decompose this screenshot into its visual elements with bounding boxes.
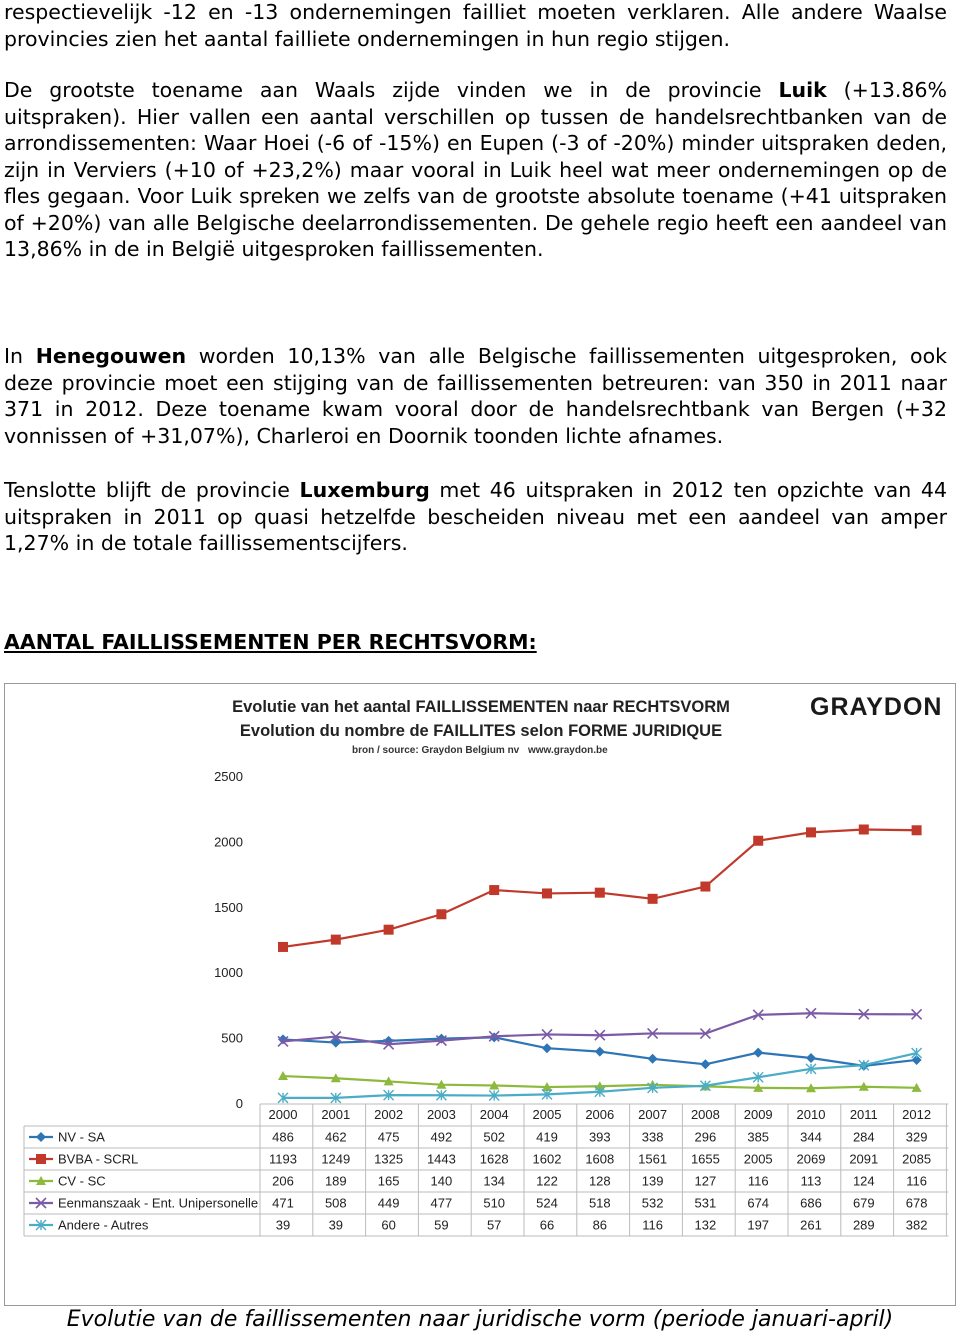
paragraph-luxemburg-lead: Tenslotte blijft de provincie — [4, 478, 300, 502]
data-label: 122 — [536, 1173, 558, 1189]
data-label: 486 — [272, 1129, 294, 1145]
paragraph-luik — [4, 77, 947, 263]
data-point — [806, 827, 816, 837]
data-point — [542, 888, 552, 898]
paragraph-henegouwen-lead: In — [4, 344, 36, 368]
data-point — [278, 942, 288, 952]
x-tick-label: 2008 — [690, 1107, 720, 1122]
chart-title: Evolutie van het aantal FAILLISSEMENTEN naar RECHTSVORM — [232, 698, 730, 716]
data-point — [542, 1043, 552, 1053]
data-label: 510 — [483, 1195, 506, 1211]
data-label: 128 — [588, 1173, 611, 1189]
data-label: 674 — [747, 1195, 770, 1211]
y-tick-label: 1500 — [214, 899, 243, 915]
data-label: 124 — [852, 1173, 875, 1189]
data-label: 502 — [483, 1129, 506, 1145]
data-label: 59 — [434, 1217, 449, 1233]
data-label: 475 — [377, 1129, 400, 1145]
data-label: 39 — [328, 1217, 344, 1233]
data-label: 471 — [272, 1195, 294, 1211]
data-table — [24, 1104, 948, 1236]
data-point — [700, 882, 710, 892]
data-label: 518 — [588, 1195, 611, 1211]
data-label: 289 — [852, 1217, 875, 1233]
chart-subtitle: Evolution du nombre de FAILLITES selon FORME JURIDIQUE — [239, 722, 723, 740]
data-label: 419 — [536, 1129, 558, 1145]
data-label: 338 — [641, 1129, 664, 1145]
data-point — [331, 935, 341, 945]
province-luik: Luik — [778, 78, 827, 102]
chart-source: bron / source: Graydon Belgium nv — [352, 745, 520, 756]
x-tick-label: 2007 — [638, 1107, 668, 1122]
data-label: 524 — [536, 1195, 558, 1211]
province-luxemburg: Luxemburg — [299, 478, 430, 502]
data-label: 1561 — [638, 1151, 668, 1167]
paragraph-luxemburg — [4, 477, 947, 557]
data-point — [700, 1059, 710, 1069]
data-label: 2069 — [796, 1151, 826, 1167]
data-label: 116 — [642, 1217, 663, 1233]
data-label: 679 — [852, 1195, 875, 1211]
data-label: 2005 — [743, 1151, 773, 1167]
data-label: 57 — [486, 1217, 502, 1233]
data-label: 678 — [905, 1195, 928, 1211]
data-label: 206 — [272, 1173, 294, 1189]
data-point — [753, 836, 763, 846]
chart-url: www.graydon.be — [528, 745, 608, 756]
data-label: 1608 — [585, 1151, 615, 1167]
province-henegouwen: Henegouwen — [35, 344, 187, 368]
y-tick-label: 2000 — [214, 834, 243, 850]
data-point — [36, 1154, 46, 1164]
paragraph-luik-body: (+13.86% uitspraken). Hier vallen een aantal verschillen op tussen de handelsrechtbanken van de arrondissementen: Waar Hoei (-6 of -15%) en Eupen (-3 of -20%) minder uitspraken deden, zijn in Verviers (+10 of +23,2%) maar vooral in Luik heel wat meer ondernemingen op de fles gegaan. Voor Luik spreken we zelfs van de grootste absolute toename (+41 uitspraken of +20%) van alle Belgische deelarrondissementen. De gehele regio heeft een aandeel van 13,86% in de in België uitgesproken faillissementen. — [4, 78, 948, 261]
graydon-logo: GRAYDON — [810, 693, 943, 721]
data-label: 132 — [694, 1217, 717, 1233]
section-heading: AANTAL FAILLISSEMENTEN PER RECHTSVORM: — [4, 630, 537, 654]
data-point — [595, 888, 605, 898]
data-point — [648, 1054, 658, 1064]
data-label: 344 — [800, 1129, 822, 1145]
x-tick-label: 2011 — [849, 1107, 878, 1122]
data-label: 1325 — [374, 1151, 404, 1167]
legend-label: Eenmanszaak - Ent. Unipersonelle — [58, 1195, 259, 1211]
data-point — [753, 1048, 763, 1058]
chart-svg — [5, 684, 955, 1305]
plot-area — [214, 769, 922, 1111]
paragraph-henegouwen — [4, 343, 947, 449]
data-point — [912, 825, 922, 835]
data-label: 66 — [539, 1217, 555, 1233]
y-tick-label: 2500 — [214, 769, 243, 784]
data-label: 1443 — [426, 1151, 456, 1167]
data-label: 329 — [905, 1129, 928, 1145]
data-point — [489, 885, 499, 895]
data-label: 1602 — [532, 1151, 562, 1167]
data-point — [278, 1034, 288, 1044]
chart-container — [4, 683, 956, 1306]
data-label: 1249 — [321, 1151, 351, 1167]
legend-label: BVBA - SCRL — [58, 1151, 139, 1167]
data-label: 296 — [694, 1129, 717, 1145]
x-tick-label: 2009 — [743, 1107, 773, 1122]
data-label: 508 — [324, 1195, 347, 1211]
paragraph-luik-lead: De grootste toename aan Waals zijde vinden we in de provincie — [4, 78, 779, 102]
data-label: 385 — [747, 1129, 770, 1145]
paragraph-wallonia-intro: respectievelijk -12 en -13 ondernemingen failliet moeten verklaren. Alle andere Waalse provincies zien het aantal failliete ondernemingen in hun regio stijgen. — [4, 0, 947, 51]
data-label: 127 — [694, 1173, 717, 1189]
y-tick-label: 1000 — [214, 965, 243, 981]
data-label: 60 — [381, 1217, 396, 1233]
data-point — [436, 909, 446, 919]
data-label: 492 — [430, 1129, 453, 1145]
data-label: 116 — [747, 1173, 769, 1189]
data-label: 532 — [641, 1195, 664, 1211]
data-label: 531 — [694, 1195, 717, 1211]
data-point — [859, 824, 869, 834]
x-tick-label: 2005 — [532, 1107, 562, 1122]
series-line — [283, 1013, 917, 1044]
x-tick-label: 2001 — [321, 1107, 351, 1122]
data-point — [384, 925, 394, 935]
data-label: 462 — [324, 1129, 347, 1145]
data-label: 2085 — [902, 1151, 932, 1167]
data-label: 1655 — [690, 1151, 720, 1167]
data-label: 197 — [747, 1217, 770, 1233]
data-point — [806, 1053, 816, 1063]
data-label: 2091 — [849, 1151, 879, 1167]
data-label: 261 — [800, 1217, 822, 1233]
data-label: 393 — [588, 1129, 611, 1145]
data-point — [36, 1132, 46, 1142]
data-label: 189 — [324, 1173, 347, 1189]
data-label: 39 — [275, 1217, 291, 1233]
data-label: 686 — [800, 1195, 822, 1211]
legend-label: CV - SC — [58, 1173, 106, 1189]
data-label: 477 — [430, 1195, 453, 1211]
y-tick-label: 0 — [235, 1096, 243, 1111]
x-tick-label: 2006 — [585, 1107, 615, 1122]
data-label: 284 — [852, 1129, 875, 1145]
data-label: 449 — [377, 1195, 400, 1211]
x-tick-label: 2004 — [479, 1107, 509, 1122]
y-tick-label: 500 — [221, 1030, 243, 1046]
x-tick-label: 2002 — [374, 1107, 404, 1122]
data-label: 1193 — [269, 1151, 297, 1167]
x-tick-label: 2000 — [268, 1107, 298, 1122]
data-label: 382 — [905, 1217, 928, 1233]
paragraph-luxemburg-body: met 46 uitspraken in 2012 ten opzichte van 44 uitspraken in 2011 op quasi hetzelfde bescheiden niveau met een aandeel van amper 1,27% in de totale faillissementscijfers. — [4, 478, 947, 555]
data-label: 139 — [641, 1173, 664, 1189]
legend-label: NV - SA — [58, 1129, 105, 1145]
data-label: 1628 — [479, 1151, 509, 1167]
data-label: 165 — [377, 1173, 400, 1189]
data-label: 116 — [906, 1173, 927, 1189]
x-tick-label: 2003 — [426, 1107, 456, 1122]
data-point — [648, 894, 658, 904]
x-tick-label: 2010 — [796, 1107, 826, 1122]
data-label: 134 — [483, 1173, 506, 1189]
figure-caption: Evolutie van de faillissementen naar juridische vorm (periode januari-april) — [66, 1307, 894, 1332]
paragraph-henegouwen-body: worden 10,13% van alle Belgische faillissementen uitgesproken, ook deze provincie moet een stijging van de faillissementen betreuren: van 350 in 2011 naar 371 in 2012. Deze toename kwam vooral door de handelsrechtbank van Bergen (+32 vonnissen of +31,07%), Charleroi en Doornik toonden lichte afnames. — [4, 344, 948, 448]
data-label: 86 — [592, 1217, 608, 1233]
data-point — [595, 1047, 605, 1057]
x-tick-label: 2012 — [902, 1107, 932, 1122]
data-label: 113 — [800, 1173, 822, 1189]
legend-label: Andere - Autres — [58, 1217, 149, 1233]
data-point — [436, 1034, 446, 1044]
data-label: 140 — [430, 1173, 453, 1189]
